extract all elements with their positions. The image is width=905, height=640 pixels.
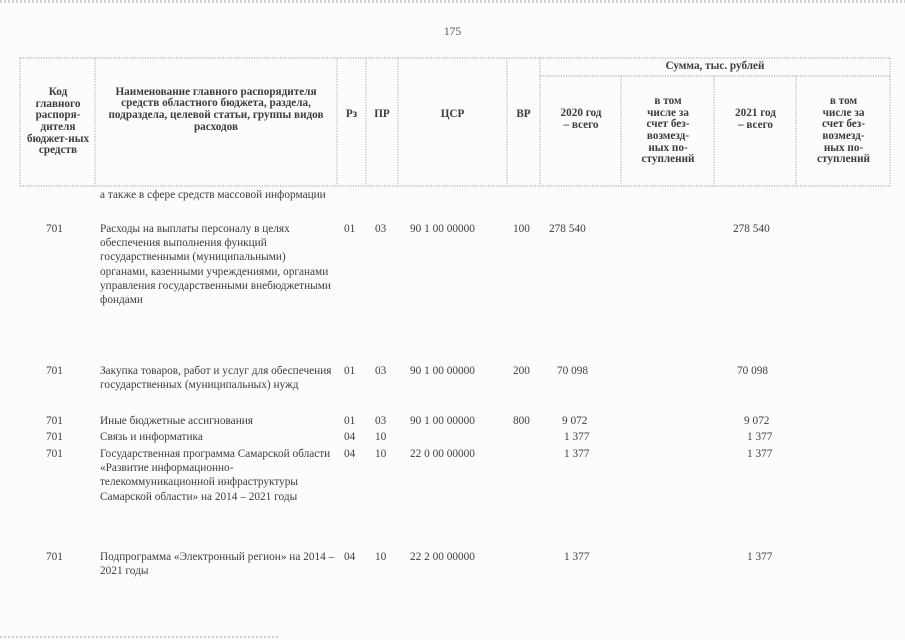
row-name: Связь и информатика (100, 431, 203, 443)
row-name: Закупка товаров, работ и услуг для обеспечения государственных (муниципальных) нужд (100, 365, 332, 392)
row-sum-2021: 278 540 (733, 223, 770, 235)
row-pr: 03 (375, 365, 387, 377)
row-code: 701 (46, 365, 63, 377)
row-sum-2021: 1 377 (747, 551, 773, 563)
row-rz: 04 (344, 431, 356, 443)
header-vr: ВР (516, 108, 531, 121)
row-rz: 01 (344, 365, 356, 377)
row-rz: 01 (344, 415, 356, 427)
row-pr: 03 (375, 415, 387, 427)
row-sum-2020: 278 540 (549, 223, 586, 235)
scan-top-edge (0, 0, 905, 3)
row-vr: 200 (513, 365, 530, 377)
row-pr: 10 (375, 448, 387, 460)
header-pr: ПР (374, 108, 390, 121)
row-sum-2021: 70 098 (737, 365, 769, 377)
header-sum-group: Сумма, тыс. рублей (665, 60, 765, 73)
row-code: 701 (46, 551, 63, 563)
row-code: 701 (46, 431, 63, 443)
row-rz: 04 (344, 551, 356, 563)
row-sum-2020: 9 072 (562, 415, 588, 427)
header-2021-free: в том числе за счет без-возмезд-ных по-ступлений (817, 95, 870, 166)
row-rz: 04 (344, 448, 356, 460)
row-pr: 10 (375, 431, 387, 443)
row-pr: 03 (375, 223, 387, 235)
row-sum-2020: 1 377 (564, 431, 590, 443)
row-rz: 01 (344, 223, 356, 235)
row-vr: 100 (513, 223, 530, 235)
row-csr: 22 0 00 00000 (410, 448, 475, 460)
row-name: Подпрограмма «Электронный регион» на 2014 – 2021 годы (100, 551, 335, 578)
header-csr: ЦСР (440, 108, 465, 121)
row-sum-2021: 1 377 (747, 448, 773, 460)
row-name: Государственная программа Самарской области «Развитие информационно-телекоммуникационной инфраструктуры Самарской области» на 2014 – 2021 годы (100, 448, 331, 503)
row-name: а также в сфере средств массовой информации (100, 189, 326, 201)
row-vr: 800 (513, 415, 530, 427)
row-sum-2021: 9 072 (744, 415, 770, 427)
header-name: Наименование главного распорядителя средств областного бюджета, раздела, подраздела, целевой статьи, группы видов расходов (108, 85, 324, 133)
row-sum-2020: 1 377 (564, 551, 590, 563)
row-sum-2020: 70 098 (557, 365, 589, 377)
scan-bottom-edge (0, 636, 280, 638)
header-2020-free: в том числе за счет без-возмезд-ных по-ступлений (641, 95, 695, 166)
row-sum-2020: 1 377 (564, 448, 590, 460)
header-2020-total: 2020 год – всего (560, 107, 602, 131)
row-csr: 90 1 00 00000 (410, 223, 475, 235)
page-number: 175 (443, 26, 462, 38)
row-name: Иные бюджетные ассигнования (100, 415, 253, 427)
row-code: 701 (46, 223, 63, 235)
row-sum-2021: 1 377 (747, 431, 773, 443)
header-rz: Рз (345, 108, 358, 121)
row-csr: 90 1 00 00000 (410, 415, 475, 427)
row-csr: 90 1 00 00000 (410, 365, 475, 377)
header-2021-total: 2021 год – всего (735, 107, 776, 131)
row-name: Расходы на выплаты персоналу в целях обеспечения выполнения функций государственными (муниципальными) органами, казенными учреждениями, органами управления государственными внебюджетными фондами (100, 223, 331, 307)
row-csr: 22 2 00 00000 (410, 551, 475, 563)
row-code: 701 (46, 448, 63, 460)
header-code: Код главного распоря-дителя бюджет-ных средств (26, 86, 90, 157)
row-code: 701 (46, 415, 63, 427)
row-pr: 10 (375, 551, 387, 563)
